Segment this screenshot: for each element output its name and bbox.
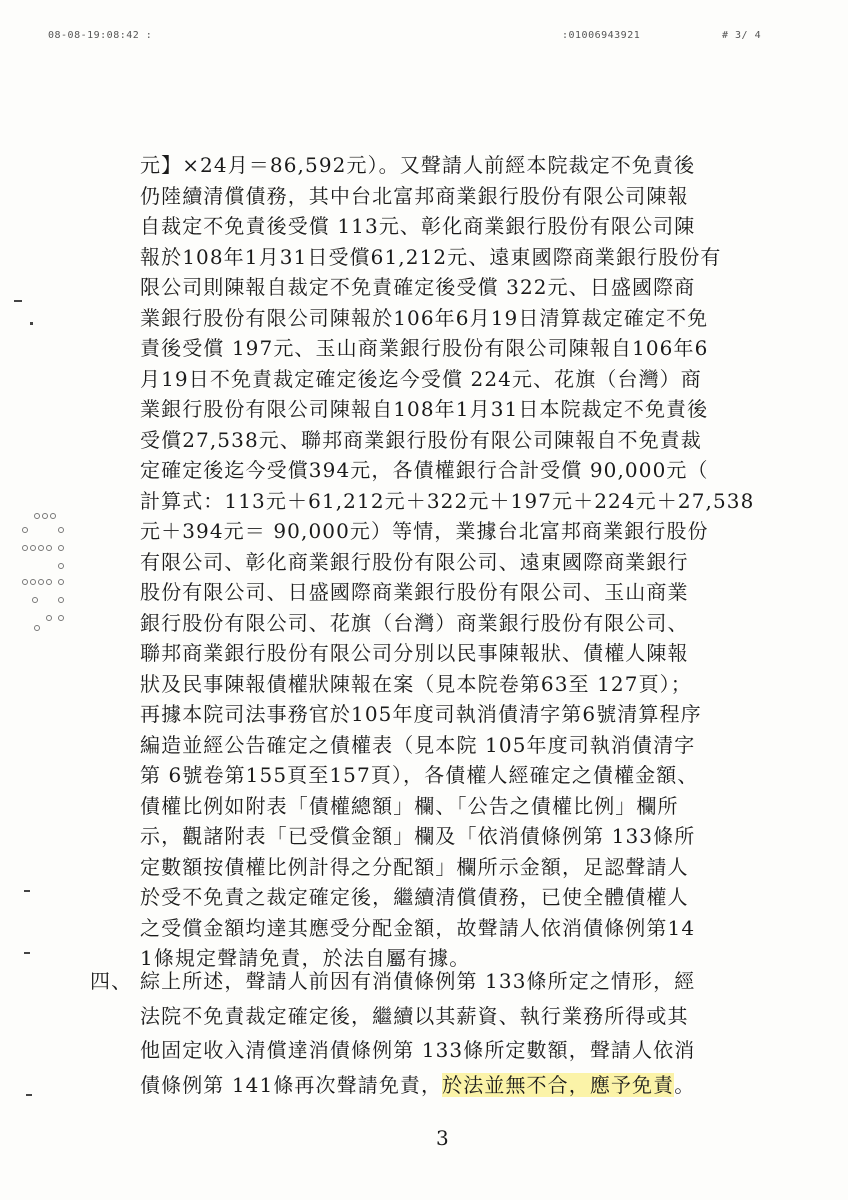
body-line: 債權比例如附表「債權總額」欄、「公告之債權比例」欄所 <box>140 793 679 818</box>
body-line: 銀行股份有限公司、花旗（台灣）商業銀行股份有限公司、 <box>140 610 689 635</box>
body-line: 報於108年1月31日受償61,212元、遠東國際商業銀行股份有 <box>140 244 722 269</box>
body-line: 元＋394元＝ 90,000元）等情，業據台北富邦商業銀行股份 <box>140 519 709 543</box>
scan-mark <box>24 952 30 954</box>
body-line: 限公司則陳報自裁定不免責確定後受償 322元、日盛國際商 <box>140 275 696 299</box>
fax-timestamp: 08-08-19:08:42 : <box>48 30 153 41</box>
body-line: 於受不免責之裁定確定後，繼續清償債務，已使全體債權人 <box>140 885 689 909</box>
body-line: 定確定後迄今受償394元，各債權銀行合計受償 90,000元（ <box>140 458 709 482</box>
body-line: 有限公司、彰化商業銀行股份有限公司、遠東國際商業銀行 <box>140 549 689 574</box>
section-four-last-period: 。 <box>674 1073 696 1097</box>
body-line: 仍陸續清償債務，其中台北富邦商業銀行股份有限公司陳報 <box>140 183 689 208</box>
scan-mark <box>14 300 22 302</box>
body-line: 聯邦商業銀行股份有限公司分別以民事陳報狀、債權人陳報 <box>140 641 689 665</box>
section-four-line: 他固定收入清償達消債條例第 133條所定數額，聲請人依消 <box>140 1038 696 1062</box>
body-line: 再據本院司法事務官於105年度司執消債清字第6號清算程序 <box>140 702 702 726</box>
scan-mark <box>30 322 33 325</box>
body-line: 自裁定不免責後受償 113元、彰化商業銀行股份有限公司陳 <box>140 214 696 238</box>
body-line: 編造並經公告確定之債權表（見本院 105年度司執消債清字 <box>140 732 696 757</box>
scan-mark <box>24 890 30 892</box>
body-line: 責後受償 197元、玉山商業銀行股份有限公司陳報自106年6 <box>140 336 709 360</box>
body-line: 業銀行股份有限公司陳報自108年1月31日本院裁定不免責後 <box>140 397 709 421</box>
binder-holes-decoration <box>18 505 68 640</box>
body-line: 定數額按債權比例計得之分配額」欄所示金額，足認聲請人 <box>140 854 689 879</box>
body-line: 計算式：113元＋61,212元＋322元＋197元＋224元＋27,538 <box>140 488 755 513</box>
highlighted-conclusion: 於法並無不合，應予免責 <box>442 1073 675 1097</box>
section-four-marker: 四、 <box>90 969 133 993</box>
body-line: 示，觀諸附表「已受償金額」欄及「依消債條例第 133條所 <box>140 824 696 848</box>
section-four-last-text: 債條例第 141條再次聲請免責， <box>140 1073 443 1097</box>
body-line: 元】×24月＝86,592元）。又聲請人前經本院裁定不免責後 <box>140 153 696 177</box>
body-line: 股份有限公司、日盛國際商業銀行股份有限公司、玉山商業 <box>140 580 689 604</box>
body-line: 第 6號卷第155頁至157頁），各債權人經確定之債權金額、 <box>140 763 699 787</box>
section-four-last-line <box>140 1072 695 1098</box>
fax-page-counter: # 3/ 4 <box>722 30 762 41</box>
body-line: 之受償金額均達其應受分配金額，故聲請人依消債條例第14 <box>140 915 696 940</box>
section-four-line: 綜上所述，聲請人前因有消債條例第 133條所定之情形，經 <box>140 969 696 993</box>
body-line: 狀及民事陳報債權狀陳報在案（見本院卷第63至 127頁）； <box>140 671 692 696</box>
body-line: 受償27,538元、聯邦商業銀行股份有限公司陳報自不免責裁 <box>140 427 702 452</box>
body-line: 月19日不免責裁定確定後迄今受償 224元、花旗（台灣）商 <box>140 366 702 391</box>
scan-mark <box>26 1094 32 1096</box>
page-number: 3 <box>436 1126 449 1150</box>
fax-number: :01006943921 <box>562 30 641 41</box>
section-four-line: 法院不免責裁定確定後，繼續以其薪資、執行業務所得或其 <box>140 1003 689 1028</box>
body-line: 業銀行股份有限公司陳報於106年6月19日清算裁定確定不免 <box>140 305 709 330</box>
body-line: 1條規定聲請免責，於法自屬有據。 <box>140 946 471 970</box>
